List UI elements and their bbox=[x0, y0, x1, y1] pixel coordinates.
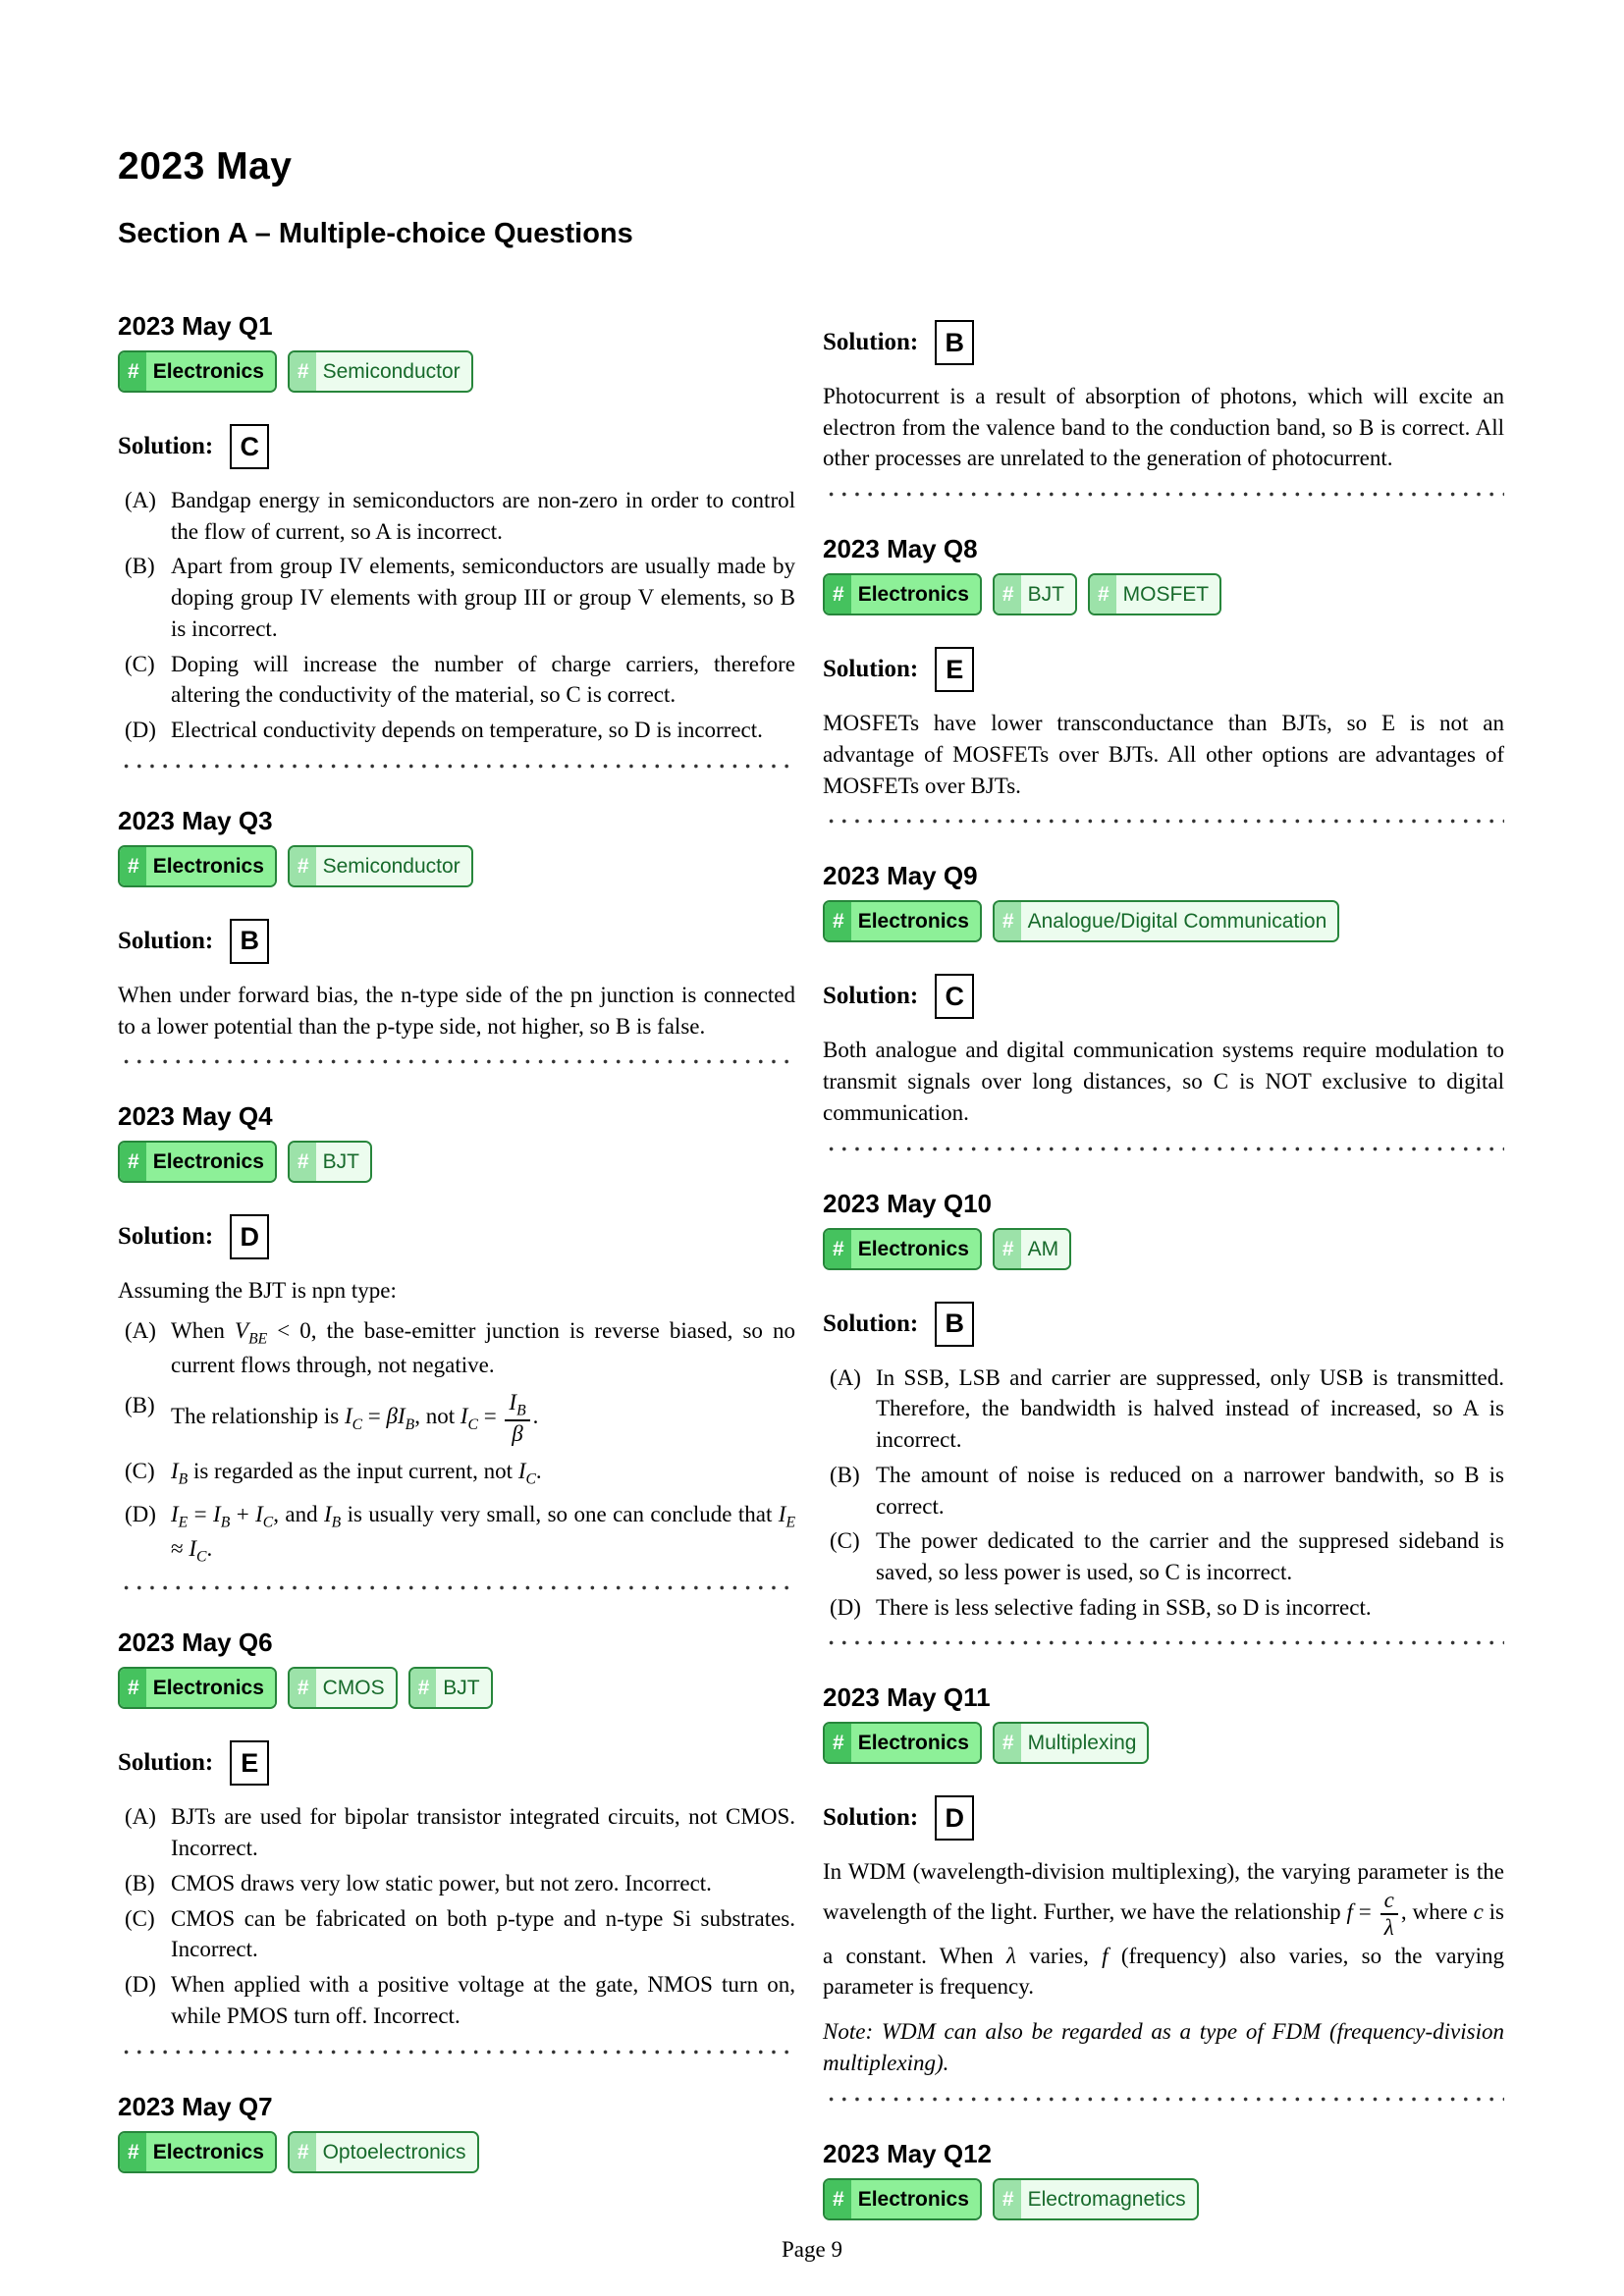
question-q4 bbox=[118, 1101, 795, 1568]
tag-row bbox=[118, 845, 795, 887]
hash-icon: # bbox=[995, 2180, 1021, 2218]
hash-icon: # bbox=[120, 2133, 146, 2171]
dotted-separator bbox=[118, 1585, 795, 1590]
solution-row bbox=[823, 974, 1504, 1019]
question-heading: 2023 May Q11 bbox=[823, 1682, 991, 1713]
tag-electronics bbox=[118, 350, 277, 393]
choice-item-a bbox=[118, 1801, 795, 1863]
page-number: Page 9 bbox=[782, 2237, 842, 2262]
tag-multiplexing bbox=[993, 1722, 1150, 1764]
page-title: 2023 May bbox=[118, 145, 293, 187]
tag-cmos bbox=[288, 1667, 398, 1709]
hash-icon: # bbox=[1090, 575, 1116, 614]
tag-label: Optoelectronics bbox=[316, 2133, 477, 2171]
tag-label: MOSFET bbox=[1116, 575, 1220, 614]
hash-icon: # bbox=[995, 1230, 1021, 1268]
tag-label: Electronics bbox=[146, 847, 275, 885]
tag-electronics bbox=[823, 1228, 982, 1270]
choice-item-c bbox=[118, 649, 795, 711]
tag-label: Electronics bbox=[146, 1669, 275, 1707]
hash-icon: # bbox=[825, 1230, 851, 1268]
choice-label: (A) bbox=[125, 1318, 156, 1344]
dotted-separator bbox=[118, 764, 795, 769]
hash-icon: # bbox=[825, 1724, 851, 1762]
hash-icon: # bbox=[290, 1143, 316, 1181]
question-q3 bbox=[118, 806, 795, 1041]
dotted-separator bbox=[118, 2050, 795, 2055]
question-q11 bbox=[823, 1682, 1504, 2078]
choice-label: (D) bbox=[125, 1972, 156, 1998]
solution-row bbox=[118, 1740, 795, 1786]
tag-semiconductor bbox=[288, 350, 473, 393]
tag-electronics bbox=[118, 1667, 277, 1709]
tag-row bbox=[823, 2178, 1504, 2220]
question-heading: 2023 May Q10 bbox=[823, 1188, 993, 1218]
tag-label: BJT bbox=[436, 1669, 490, 1707]
question-q10 bbox=[823, 1189, 1504, 1624]
choice-text: BJTs are used for bipolar transistor integrated circuits, not CMOS. Incorrect. bbox=[171, 1804, 795, 1861]
choice-label: (B) bbox=[125, 1870, 155, 1896]
dotted-separator bbox=[823, 2097, 1504, 2102]
tag-label: Analogue/Digital Communication bbox=[1021, 902, 1338, 940]
solution-label: Solution: bbox=[823, 983, 919, 1010]
hash-icon: # bbox=[825, 902, 851, 940]
choice-text: The amount of noise is reduced on a narrower bandwith, so B is correct. bbox=[876, 1462, 1504, 1519]
choice-label: (B) bbox=[830, 1462, 860, 1487]
tag-row bbox=[118, 1141, 795, 1183]
tag-label: Electronics bbox=[851, 902, 980, 940]
choice-text: Bandgap energy in semiconductors are non-zero in order to control the flow of current, so A is incorrect. bbox=[171, 488, 795, 544]
solution-answer-box: B bbox=[935, 1302, 974, 1347]
hash-icon: # bbox=[995, 902, 1021, 940]
question-heading: 2023 May Q9 bbox=[823, 861, 978, 891]
choice-item-a bbox=[823, 1362, 1504, 1456]
tag-row bbox=[823, 1722, 1504, 1764]
tag-electronics bbox=[823, 573, 982, 615]
choice-item-b bbox=[118, 1390, 795, 1447]
tag-label: CMOS bbox=[316, 1669, 396, 1707]
tag-analogue-digital-communication bbox=[993, 900, 1339, 942]
choice-text: Electrical conductivity depends on temperature, so D is incorrect. bbox=[171, 718, 763, 743]
solution-answer-box: C bbox=[230, 424, 269, 469]
question-heading: 2023 May Q8 bbox=[823, 534, 978, 564]
choice-text: Apart from group IV elements, semiconductors are usually made by doping group IV elements with group III or group V elements, so B is incorrect. bbox=[171, 554, 795, 641]
hash-icon: # bbox=[995, 575, 1021, 614]
choice-text: The relationship is $I_C = \beta I_B$, not $I_C$ = $\frac{I_B}{\beta}$ . bbox=[171, 1389, 539, 1447]
choice-label: (C) bbox=[830, 1528, 860, 1554]
choice-text: $I_E = I_B + I_C$, and $I_B$ is usually very small, so one can conclude that $I_E \approx I_C$. bbox=[171, 1502, 795, 1566]
choice-item-d bbox=[118, 1499, 795, 1568]
section-heading: Section A – Multiple-choice Questions bbox=[118, 218, 633, 249]
explanation-paragraph: MOSFETs have lower transconductance than BJTs, so E is not an advantage of MOSFETs over BJTs. All other options are advantages of MOSFETs over BJTs. bbox=[823, 711, 1504, 798]
tag-label: Electromagnetics bbox=[1021, 2180, 1197, 2218]
tag-electromagnetics bbox=[993, 2178, 1199, 2220]
solution-label: Solution: bbox=[823, 1804, 919, 1832]
tag-row bbox=[823, 900, 1504, 942]
solution-row bbox=[823, 1302, 1504, 1347]
tag-am bbox=[993, 1228, 1071, 1270]
tag-label: Multiplexing bbox=[1021, 1724, 1148, 1762]
choice-item-b bbox=[823, 1460, 1504, 1522]
hash-icon: # bbox=[290, 352, 316, 391]
choice-item-b bbox=[118, 1868, 795, 1899]
solution-label: Solution: bbox=[118, 433, 214, 459]
hash-icon: # bbox=[995, 1724, 1021, 1762]
fraction-denominator: λ bbox=[1383, 1914, 1394, 1940]
question-q7-solution bbox=[823, 320, 1504, 474]
dotted-separator bbox=[823, 1147, 1504, 1151]
tag-label: Electronics bbox=[851, 2180, 980, 2218]
choice-label: (D) bbox=[125, 718, 156, 743]
question-heading: 2023 May Q3 bbox=[118, 805, 273, 835]
tag-row bbox=[118, 350, 795, 393]
question-heading: 2023 May Q4 bbox=[118, 1101, 273, 1132]
note-paragraph: Note: WDM can also be regarded as a type of FDM (frequency-division multiplexing). bbox=[823, 2019, 1504, 2075]
dotted-separator bbox=[823, 1640, 1504, 1645]
question-q8 bbox=[823, 534, 1504, 801]
question-q6 bbox=[118, 1628, 795, 2031]
solution-label: Solution: bbox=[823, 329, 919, 355]
solution-label: Solution: bbox=[118, 927, 214, 954]
fraction-denominator: β bbox=[512, 1421, 523, 1447]
solution-answer-box: E bbox=[935, 647, 974, 692]
math-var: V bbox=[235, 1318, 249, 1344]
hash-icon: # bbox=[825, 575, 851, 614]
tag-label: Electronics bbox=[851, 1230, 980, 1268]
choice-text: CMOS can be fabricated on both p-type and n-type Si substrates. Incorrect. bbox=[171, 1905, 795, 1962]
solution-answer-box: E bbox=[230, 1740, 269, 1786]
question-heading: 2023 May Q1 bbox=[118, 311, 273, 341]
question-q12 bbox=[823, 2139, 1504, 2220]
hash-icon: # bbox=[120, 847, 146, 885]
question-q9 bbox=[823, 861, 1504, 1128]
tag-label: AM bbox=[1021, 1230, 1070, 1268]
choice-label: (B) bbox=[125, 554, 155, 579]
hash-icon: # bbox=[825, 2180, 851, 2218]
tag-electronics bbox=[823, 1722, 982, 1764]
tag-semiconductor bbox=[288, 845, 473, 887]
choice-item-c bbox=[118, 1903, 795, 1965]
tag-row bbox=[823, 573, 1504, 615]
explanation-paragraph: Both analogue and digital communication systems require modulation to transmit signals over long distances, so C is NOT exclusive to digital communication. bbox=[823, 1038, 1504, 1125]
tag-label: Electronics bbox=[146, 1143, 275, 1181]
question-heading: 2023 May Q12 bbox=[823, 2138, 993, 2168]
choice-text: In SSB, LSB and carrier are suppressed, only USB is transmitted. Therefore, the bandwidth is halved instead of increased, so A is incorrect. bbox=[876, 1364, 1504, 1453]
solution-row bbox=[118, 424, 795, 469]
tag-label: Electronics bbox=[851, 575, 980, 614]
choice-label: (D) bbox=[125, 1502, 156, 1527]
dotted-separator bbox=[823, 492, 1504, 497]
tag-electronics bbox=[823, 900, 982, 942]
choice-text: Doping will increase the number of charge carriers, therefore altering the conductivity of the material, so C is correct. bbox=[171, 651, 795, 708]
question-heading: 2023 May Q6 bbox=[118, 1628, 273, 1658]
choice-item-a bbox=[118, 1315, 795, 1381]
solution-row bbox=[823, 320, 1504, 365]
tag-label: Semiconductor bbox=[316, 847, 471, 885]
intro-paragraph: Assuming the BJT is npn type: bbox=[118, 1278, 397, 1304]
tag-electronics bbox=[118, 1141, 277, 1183]
tag-label: Electronics bbox=[146, 352, 275, 391]
explanation-paragraph: In WDM (wavelength-division multiplexing), the varying parameter is the wavelength of the light. Further, we have the relationship f = $\frac{c}{\lambda}$ , where c is a constant. When λ varies, f (frequency) also varies, so the varying parameter is frequency. bbox=[823, 1859, 1505, 2000]
choice-text: CMOS draws very low static power, but not zero. Incorrect. bbox=[171, 1870, 712, 1896]
two-column-layout bbox=[118, 145, 1504, 2252]
hash-icon: # bbox=[120, 352, 146, 391]
choice-item-d bbox=[118, 1969, 795, 2031]
tag-label: Electronics bbox=[146, 2133, 275, 2171]
solution-answer-box: C bbox=[935, 974, 974, 1019]
tag-label: Electronics bbox=[851, 1724, 980, 1762]
tag-row bbox=[118, 1667, 795, 1709]
question-q7 bbox=[118, 2092, 795, 2173]
explanation-paragraph: When under forward bias, the n-type side of the pn junction is connected to a lower potential than the p-type side, not higher, so B is false. bbox=[118, 982, 795, 1039]
hash-icon: # bbox=[290, 847, 316, 885]
choice-label: (C) bbox=[125, 1905, 155, 1931]
tag-label: BJT bbox=[316, 1143, 370, 1181]
choice-text: When applied with a positive voltage at the gate, NMOS turn on, while PMOS turn off. Incorrect. bbox=[171, 1972, 795, 2028]
choice-text: The power dedicated to the carrier and the suppresed sideband is saved, so less power is used, so C is incorrect. bbox=[876, 1528, 1504, 1585]
tag-row bbox=[118, 2131, 795, 2173]
solution-row bbox=[118, 1214, 795, 1259]
choice-item-c bbox=[823, 1525, 1504, 1587]
hash-icon: # bbox=[120, 1669, 146, 1707]
solution-answer-box: B bbox=[935, 320, 974, 365]
tag-bjt bbox=[408, 1667, 493, 1709]
question-q1 bbox=[118, 311, 795, 746]
question-heading: 2023 May Q7 bbox=[118, 2091, 273, 2121]
choice-item-a bbox=[118, 485, 795, 547]
solution-row bbox=[118, 919, 795, 964]
solution-answer-box: D bbox=[935, 1795, 974, 1841]
fraction bbox=[1380, 1888, 1398, 1941]
choice-item-c bbox=[118, 1456, 795, 1490]
hash-icon: # bbox=[120, 1143, 146, 1181]
choice-item-d bbox=[823, 1592, 1504, 1624]
solution-answer-box: D bbox=[230, 1214, 269, 1259]
choice-text: When $V_{BE} < 0$, the base-emitter junction is reverse biased, so no current flows through, not negative. bbox=[171, 1318, 795, 1378]
left-column bbox=[118, 145, 795, 2252]
tag-bjt bbox=[288, 1141, 372, 1183]
tag-bjt bbox=[993, 573, 1077, 615]
choice-item-b bbox=[118, 551, 795, 644]
tag-electronics bbox=[118, 845, 277, 887]
solution-label: Solution: bbox=[823, 656, 919, 683]
tag-electronics bbox=[823, 2178, 982, 2220]
hash-icon: # bbox=[410, 1669, 437, 1707]
tag-mosfet bbox=[1088, 573, 1221, 615]
solution-row bbox=[823, 1795, 1504, 1841]
dotted-separator bbox=[118, 1059, 795, 1064]
explanation-paragraph: Photocurrent is a result of absorption of photons, which will excite an electron from the valence band to the conduction band, so B is correct. All other processes are unrelated to the generation of photocurrent. bbox=[823, 384, 1504, 471]
choice-label: (A) bbox=[125, 1804, 156, 1830]
solution-answer-box: B bbox=[230, 919, 269, 964]
right-column bbox=[823, 145, 1504, 2252]
tag-electronics bbox=[118, 2131, 277, 2173]
choice-item-d bbox=[118, 715, 795, 746]
choice-label: (B) bbox=[125, 1392, 155, 1417]
choice-label: (A) bbox=[125, 488, 156, 512]
solution-label: Solution: bbox=[118, 1749, 214, 1777]
dotted-separator bbox=[823, 819, 1504, 824]
solution-label: Solution: bbox=[823, 1309, 919, 1337]
math-sub: BE bbox=[248, 1330, 268, 1348]
choice-text: $I_B$ is regarded as the input current, not $I_C$. bbox=[171, 1458, 542, 1488]
choice-label: (D) bbox=[830, 1594, 861, 1620]
solution-row bbox=[823, 647, 1504, 692]
fraction bbox=[505, 1390, 529, 1447]
hash-icon: # bbox=[290, 2133, 316, 2171]
choice-label: (C) bbox=[125, 651, 155, 676]
fraction-numerator: $I_B$ bbox=[505, 1390, 529, 1421]
choice-label: (A) bbox=[830, 1364, 861, 1390]
math-var: f bbox=[1346, 1899, 1353, 1925]
tag-optoelectronics bbox=[288, 2131, 479, 2173]
choice-text: There is less selective fading in SSB, so D is incorrect. bbox=[876, 1594, 1372, 1620]
solution-label: Solution: bbox=[118, 1223, 214, 1251]
choice-label: (C) bbox=[125, 1458, 155, 1483]
tag-label: Semiconductor bbox=[316, 352, 471, 391]
tag-label: BJT bbox=[1021, 575, 1075, 614]
hash-icon: # bbox=[290, 1669, 316, 1707]
tag-row bbox=[823, 1228, 1504, 1270]
fraction-numerator: c bbox=[1380, 1888, 1398, 1915]
